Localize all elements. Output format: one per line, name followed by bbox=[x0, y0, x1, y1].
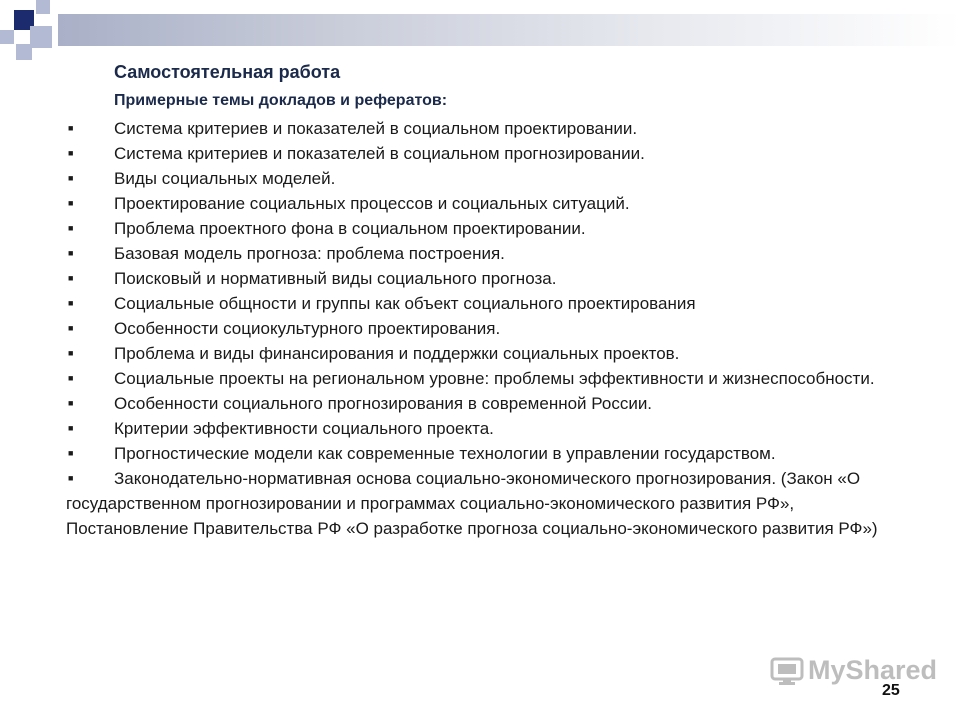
list-item-text: Особенности социокультурного проектирования. bbox=[114, 319, 501, 338]
header-bar bbox=[58, 14, 960, 46]
page-number: 25 bbox=[882, 682, 900, 699]
bullet-icon: ■ bbox=[68, 123, 74, 133]
watermark-text: MyShared bbox=[808, 655, 938, 685]
list-item-text: Система критериев и показателей в социальном прогнозировании. bbox=[114, 144, 645, 163]
bullet-icon: ■ bbox=[68, 223, 74, 233]
list-item-text: Особенности социального прогнозирования в современной России. bbox=[114, 394, 653, 413]
bullet-icon: ■ bbox=[68, 448, 74, 458]
bullet-icon: ■ bbox=[68, 273, 74, 283]
list-item bbox=[66, 241, 896, 266]
list-item bbox=[66, 416, 896, 441]
monitor-logo-icon bbox=[770, 656, 804, 686]
list-item-text: Базовая модель прогноза: проблема построения. bbox=[114, 244, 505, 263]
bullet-icon: ■ bbox=[68, 423, 74, 433]
list-item-text: Поисковый и нормативный виды социального прогноза. bbox=[114, 269, 557, 288]
list-item bbox=[66, 466, 896, 541]
bullet-icon: ■ bbox=[68, 248, 74, 258]
watermark bbox=[770, 655, 937, 686]
bullet-icon: ■ bbox=[68, 298, 74, 308]
bullet-icon: ■ bbox=[68, 323, 74, 333]
list-item bbox=[66, 316, 896, 341]
deco-square bbox=[0, 30, 14, 44]
list-item-text: Проектирование социальных процессов и социальных ситуаций. bbox=[114, 194, 630, 213]
slide-subtitle: Примерные темы докладов и рефератов: bbox=[114, 92, 448, 109]
list-item-text: Система критериев и показателей в социальном проектировании. bbox=[114, 119, 638, 138]
deco-square bbox=[16, 44, 32, 60]
list-item bbox=[66, 366, 896, 391]
bullet-icon: ■ bbox=[68, 398, 74, 408]
list-item-text: Прогностические модели как современные технологии в управлении государством. bbox=[114, 444, 776, 463]
bullet-icon: ■ bbox=[68, 373, 74, 383]
list-item-text: Социальные проекты на региональном уровне: проблемы эффективности и жизнеспособности. bbox=[114, 369, 875, 388]
topics-list bbox=[66, 116, 896, 541]
list-item bbox=[66, 441, 896, 466]
list-item bbox=[66, 391, 896, 416]
list-item bbox=[66, 191, 896, 216]
list-item bbox=[66, 166, 896, 191]
list-item-text: Виды социальных моделей. bbox=[114, 169, 336, 188]
deco-square bbox=[30, 26, 52, 48]
list-item-text: Законодательно-нормативная основа социально-экономического прогнозирования. (Закон «О государственном прогнозировании и программах социально-экономического развития РФ», Постановление Правительства РФ «О разработке прогноза социально-экономического развития РФ») bbox=[66, 469, 878, 538]
list-item bbox=[66, 291, 896, 316]
list-item-text: Проблема проектного фона в социальном проектировании. bbox=[114, 219, 586, 238]
list-item bbox=[66, 341, 896, 366]
list-item bbox=[66, 216, 896, 241]
slide-title: Самостоятельная работа bbox=[114, 62, 341, 82]
deco-square bbox=[36, 0, 50, 14]
list-item bbox=[66, 141, 896, 166]
bullet-icon: ■ bbox=[68, 198, 74, 208]
list-item bbox=[66, 266, 896, 291]
list-item bbox=[66, 116, 896, 141]
bullet-icon: ■ bbox=[68, 473, 74, 483]
bullet-icon: ■ bbox=[68, 148, 74, 158]
bullet-icon: ■ bbox=[68, 348, 74, 358]
list-item-text: Проблема и виды финансирования и поддержки социальных проектов. bbox=[114, 344, 680, 363]
list-item-text: Критерии эффективности социального проекта. bbox=[114, 419, 494, 438]
bullet-icon: ■ bbox=[68, 173, 74, 183]
list-item-text: Социальные общности и группы как объект социального проектирования bbox=[114, 294, 696, 313]
